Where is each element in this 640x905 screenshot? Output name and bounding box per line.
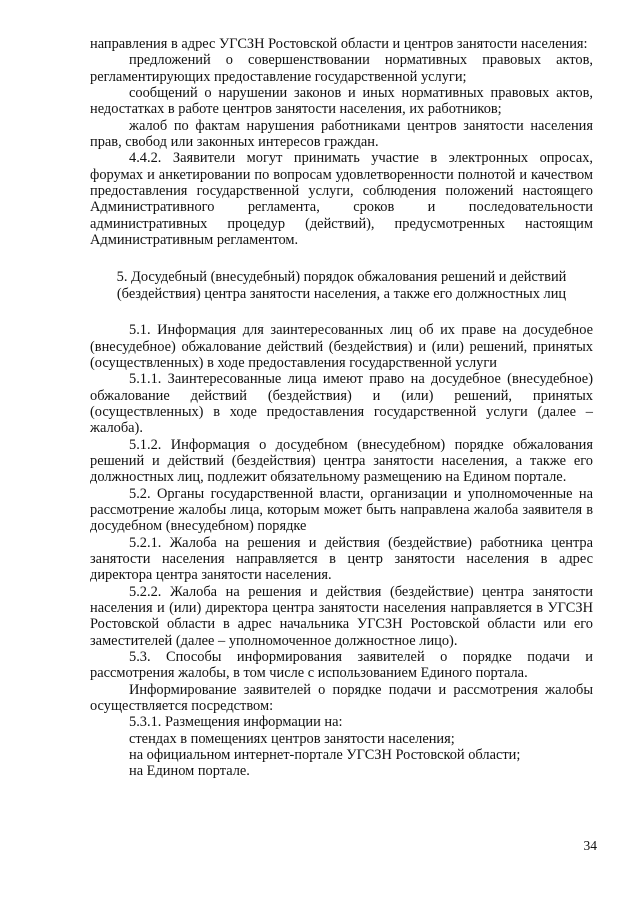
paragraph: 5.1.2. Информация о досудебном (внесудебном) порядке обжалования решений и действий (бездействия) центра занятости населения, а также его должностных лиц, подлежит обязательному размещению на Едином портале. [90, 436, 593, 486]
paragraph: 5.3.1. Размещения информации на: [129, 714, 343, 731]
paragraph: 5.2.1. Жалоба на решения и действия (бездействие) работника центра занятости населения направляется в центр занятости населения в адрес директора центра занятости населения. [90, 534, 593, 584]
paragraph: сообщений о нарушении законов и иных нормативных правовых актов, недостатках в работе центров занятости населения, их работников; [90, 85, 593, 118]
paragraph: направления в адрес УГСЗН Ростовской области и центров занятости населения: [90, 36, 588, 52]
list-item: на официальном интернет-портале УГСЗН Ростовской области; [129, 747, 521, 764]
paragraph: 5.1. Информация для заинтересованных лиц об их праве на досудебное (внесудебное) обжалование действий (бездействия) и (или) решений, принятых (осуществленных) в ходе предоставления государственной услуги [90, 322, 593, 371]
paragraph: 5.2.2. Жалоба на решения и действия (бездействие) центра занятости населения и (или) директора центра занятости населения направляется в УГСЗН Ростовской области в адрес начальника УГСЗН Ростовской области или его заместителей (далее – уполномоченное должностное лицо). [90, 583, 593, 649]
paragraph: 4.4.2. Заявители могут принимать участие в электронных опросах, форумах и анкетировании по вопросам удовлетворенности полнотой и качеством предоставления государственной услуги, соблюдения положений настоящего Административного регламента, сроков и последовательности административных процедур (действий), предусмотренных настоящим Административным регламентом. [90, 150, 593, 249]
paragraph: 5.3. Способы информирования заявителей о порядке подачи и рассмотрения жалобы, в том числе с использованием Единого портала. [90, 649, 593, 682]
paragraph: 5.1.1. Заинтересованные лица имеют право на досудебное (внесудебное) обжалование действий (бездействия) и (или) решений, принятых (осуществленных) в ходе предоставления государственной услуги (далее – жалоба). [90, 371, 593, 437]
list-item: на Едином портале. [129, 763, 250, 780]
section-heading: 5. Досудебный (внесудебный) порядок обжалования решений и действий (бездействия) центра занятости населения, а также его должностных лиц [116, 269, 567, 302]
paragraph: 5.2. Органы государственной власти, организации и уполномоченные на рассмотрение жалобы лица, которым может быть направлена жалоба заявителя в досудебном (внесудебном) порядке [90, 485, 593, 535]
paragraph: Информирование заявителей о порядке подачи и рассмотрения жалобы осуществляется посредством: [90, 681, 593, 715]
paragraph: предложений о совершенствовании нормативных правовых актов, регламентирующих предоставление государственной услуги; [90, 52, 593, 85]
document-page [90, 36, 593, 780]
page-number: 34 [583, 838, 597, 853]
list-item: стендах в помещениях центров занятости населения; [129, 730, 455, 747]
paragraph: жалоб по фактам нарушения работниками центров занятости населения прав, свобод или законных интересов граждан. [90, 117, 593, 151]
